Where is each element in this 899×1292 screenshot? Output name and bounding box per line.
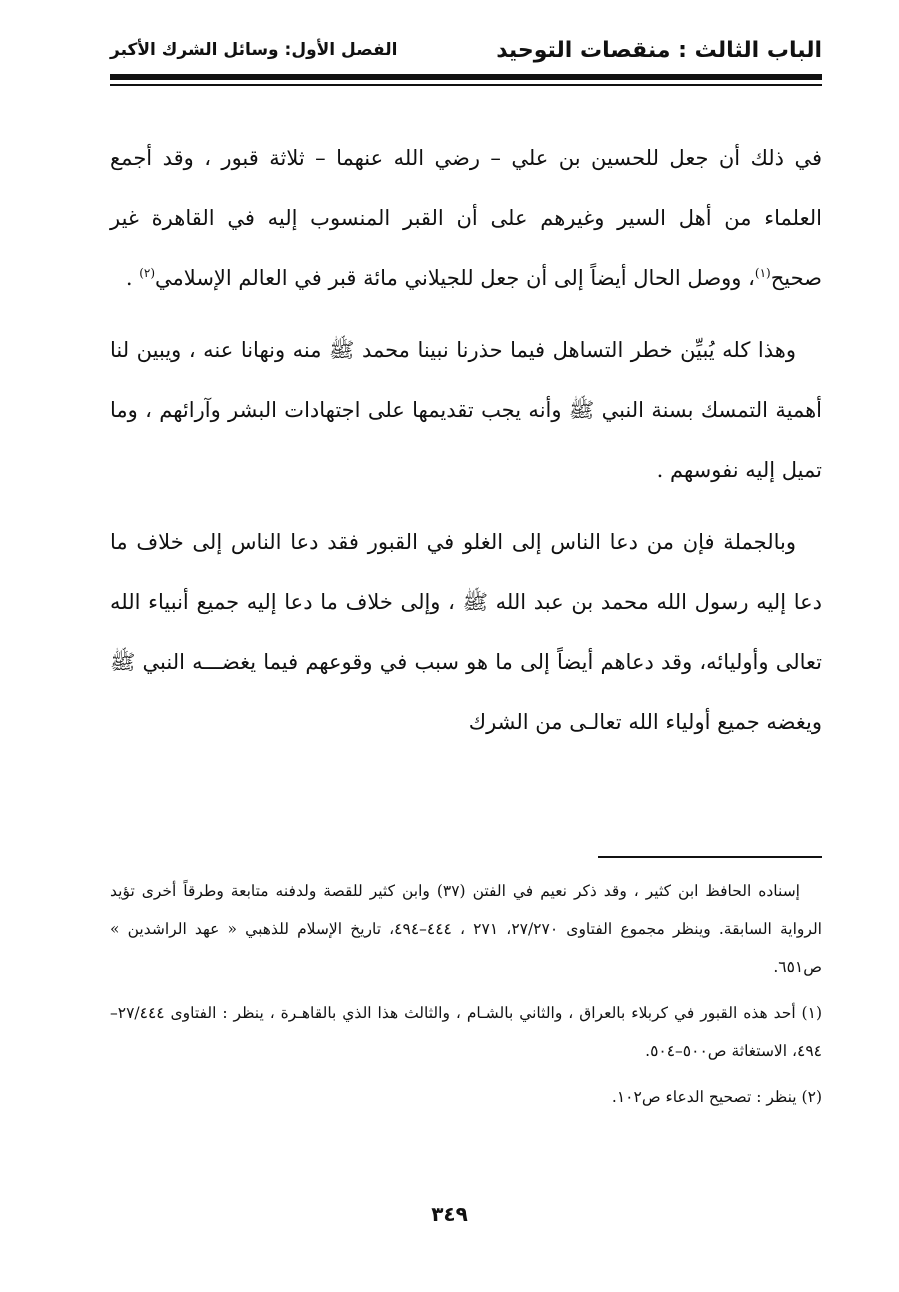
footnote-1: (١) أحد هذه القبور في كربلاء بالعراق ، والثاني بالشـام ، والثالث هذا الذي بالقاهـرة ، ينظر : الفتاوى ٢٧/٤٤٤–٤٩٤، الاستغاثة ص٥٠٠–٥٠٤. [110,1004,822,1060]
footnotes [110,872,822,1124]
p1-end: . [125,266,140,290]
p1-mid: ، ووصل الحال أيضاً إلى أن جعل للجيلاني مائة قبر في العالم الإسلامي [155,266,755,290]
footnote-ref-1: (١) [754,266,771,280]
header-rule-thick [110,74,822,80]
paragraph-1 [110,128,822,308]
p1-text: في ذلك أن جعل للحسين بن علي – رضي الله عنهما – ثلاثة قبور ، وقد أجمع العلماء من أهل السير وغيرهم على أن القبر المنسوب إليه في القاهرة غير صحيح [110,146,822,290]
paragraph-2: وهذا كله يُبيِّن خطر التساهل فيما حذرنا نبينا محمد ﷺ منه ونهانا عنه ، ويبين لنا أهمية التمسك بسنة النبي ﷺ وأنه يجب تقديمها على اجتهادات البشر وآرائهم ، وما تميل إليه نفوسهم . [110,338,822,482]
footnote-2: (٢) ينظر : تصحيح الدعاء ص١٠٢. [611,1088,822,1106]
footnote-separator [598,856,822,858]
footnote-continuation: إسناده الحافظ ابن كثير ، وقد ذكر نعيم في الفتن (٣٧) وابن كثير للقصة ولدفنه متابعة وطرقاً أخرى تؤيد الرواية السابقة. وينظر مجموع الفتاوى ٢٧/٢٧٠، ٢٧١ ، ٤٤٤–٤٩٤، تاريخ الإسلام للذهبي « عهد الراشدين » ص٦٥١. [110,882,822,976]
footnote-ref-2: (٢) [139,266,156,280]
header-rule-thin [110,84,822,86]
part-title: الباب الثالث : منقصات التوحيد [496,37,822,63]
main-text [110,128,822,764]
chapter-title: الفصل الأول: وسائل الشرك الأكبر [110,40,398,60]
paragraph-3: وبالجملة فإن من دعا الناس إلى الغلو في القبور فقد دعا الناس إلى خلاف ما دعا إليه رسول الله محمد بن عبد الله ﷺ ، وإلى خلاف ما دعا إليه جميع أنبياء الله تعالى وأوليائه، وقد دعاهم أيضاً إلى ما هو سبب في وقوعهم فيما يغضـــه النبي ﷺ ويغضه جميع أولياء الله تعالـى من الشرك [110,530,822,734]
running-header [110,30,822,70]
page-number: ٣٤٩ [431,1202,468,1226]
